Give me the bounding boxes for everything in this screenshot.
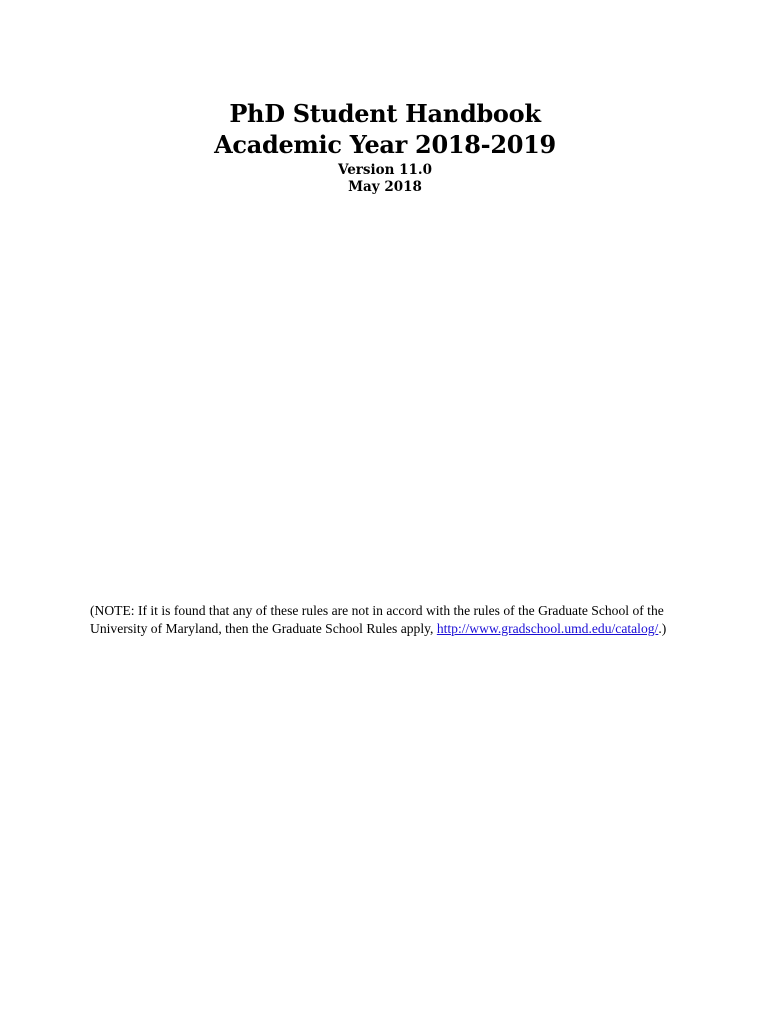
note-line-2-suffix: .)	[658, 621, 667, 636]
rules-note	[90, 602, 690, 638]
academic-year-title: Academic Year 2018-2019	[214, 130, 556, 159]
note-line-2-prefix: University of Maryland, then the Graduate School Rules apply,	[90, 621, 437, 636]
note-line-1: (NOTE: If it is found that any of these rules are not in accord with the rules of the Graduate School of the	[90, 603, 664, 618]
title-block	[0, 98, 770, 196]
graduate-catalog-link[interactable]: http://www.gradschool.umd.edu/catalog/	[436, 621, 659, 636]
version-label: Version 11.0	[337, 162, 433, 178]
document-title: PhD Student Handbook	[229, 99, 541, 128]
date-label: May 2018	[348, 179, 422, 195]
